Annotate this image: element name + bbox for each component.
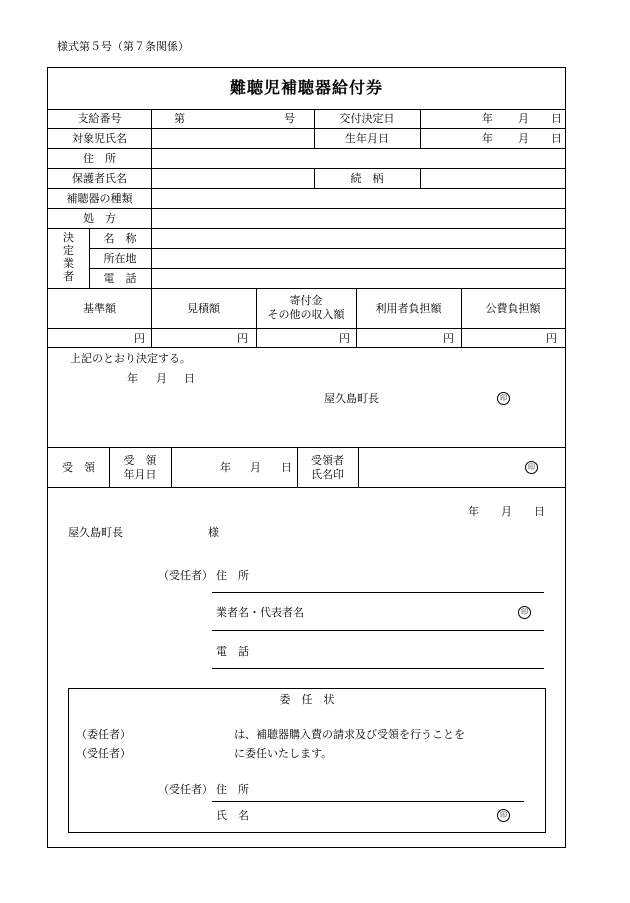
request-addressee: 屋久島町長: [68, 526, 123, 539]
unit-yen: 円: [237, 332, 248, 345]
label-taisho-shimei: 対象児氏名: [72, 132, 127, 145]
amount-header-mitsumori: 見積額: [187, 302, 220, 315]
date-month: 月: [518, 112, 529, 125]
label-shoho: 処 方: [83, 212, 116, 225]
proxy-jyuninsha: （受任者）: [76, 747, 131, 760]
label-hogosha-shimei: 保護者氏名: [72, 172, 127, 185]
proxy-title: 委 任 状: [279, 693, 335, 706]
label-denwa: 電 話: [103, 272, 137, 285]
date-year: 年: [482, 112, 493, 125]
date-day: 日: [281, 461, 292, 474]
amount-header-kijungaku: 基準額: [83, 302, 116, 315]
seal-mark: 印: [525, 461, 538, 474]
proxy-jusho: 住 所: [216, 783, 249, 796]
proxy-ininsha: （委任者）: [76, 728, 131, 741]
request-gyosha-daihyo: 業者名・代表者名: [216, 606, 304, 619]
date-year: 年: [127, 372, 138, 385]
label-kofu-kettei-bi: 交付決定日: [339, 112, 395, 125]
date-day: 日: [184, 372, 195, 385]
unit-yen: 円: [339, 332, 350, 345]
date-day: 日: [534, 505, 545, 518]
seal-mark: 印: [497, 809, 510, 822]
date-month: 月: [518, 132, 529, 145]
unit-yen: 円: [134, 332, 145, 345]
label-jusho: 住 所: [83, 152, 116, 165]
request-jusho: 住 所: [216, 569, 249, 582]
label-dai: 第: [174, 112, 185, 125]
proxy-shimei: 氏 名: [216, 809, 249, 822]
date-month: 月: [250, 461, 261, 474]
date-month: 月: [156, 372, 167, 385]
proxy-line2: に委任いたします。: [234, 747, 333, 760]
label-shikyu-bango: 支給番号: [77, 112, 122, 125]
amount-header-kohi: 公費負担額: [485, 302, 541, 315]
request-denwa: 電 話: [216, 645, 249, 658]
label-seinengappi: 生年月日: [345, 132, 389, 145]
label-hochoki-shurui: 補聴器の種類: [66, 192, 133, 205]
unit-yen: 円: [443, 332, 454, 345]
recipient-label: 受領者 氏名印: [311, 454, 344, 481]
request-jyuninsha: （受任者）: [158, 569, 213, 582]
form-title: 難聴児補聴器給付券: [229, 78, 383, 97]
proxy-jyuninsha-2: （受任者）: [158, 783, 213, 796]
decision-mayor: 屋久島町長: [324, 392, 379, 405]
date-day: 日: [551, 132, 562, 145]
unit-yen: 円: [546, 332, 557, 345]
date-year: 年: [482, 132, 493, 145]
amount-header-riyosha: 利用者負担額: [375, 302, 442, 315]
seal-mark: 印: [497, 392, 510, 405]
date-month: 月: [501, 505, 512, 518]
label-zokugara: 続 柄: [350, 172, 384, 185]
label-go: 号: [284, 112, 295, 125]
amount-header-kifukin: 寄付金 その他の収入額: [267, 294, 345, 321]
label-shozaichi: 所在地: [103, 252, 137, 265]
form-number: 様式第５号（第７条関係）: [57, 40, 189, 53]
receipt-date-label: 受 領 年月日: [123, 454, 157, 481]
date-year: 年: [220, 461, 231, 474]
label-meisho: 名 称: [103, 232, 137, 245]
label-kettei-gyosha: 決 定 業 者: [63, 231, 74, 283]
date-day: 日: [551, 112, 562, 125]
receipt-label: 受 領: [62, 461, 95, 474]
request-sama: 様: [208, 526, 219, 539]
proxy-line1: は、補聴器購入費の請求及び受領を行うことを: [234, 728, 465, 741]
date-year: 年: [468, 505, 479, 518]
proxy-box: [68, 688, 546, 833]
seal-mark: 印: [518, 606, 531, 619]
decision-text: 上記のとおり決定する。: [70, 352, 191, 365]
